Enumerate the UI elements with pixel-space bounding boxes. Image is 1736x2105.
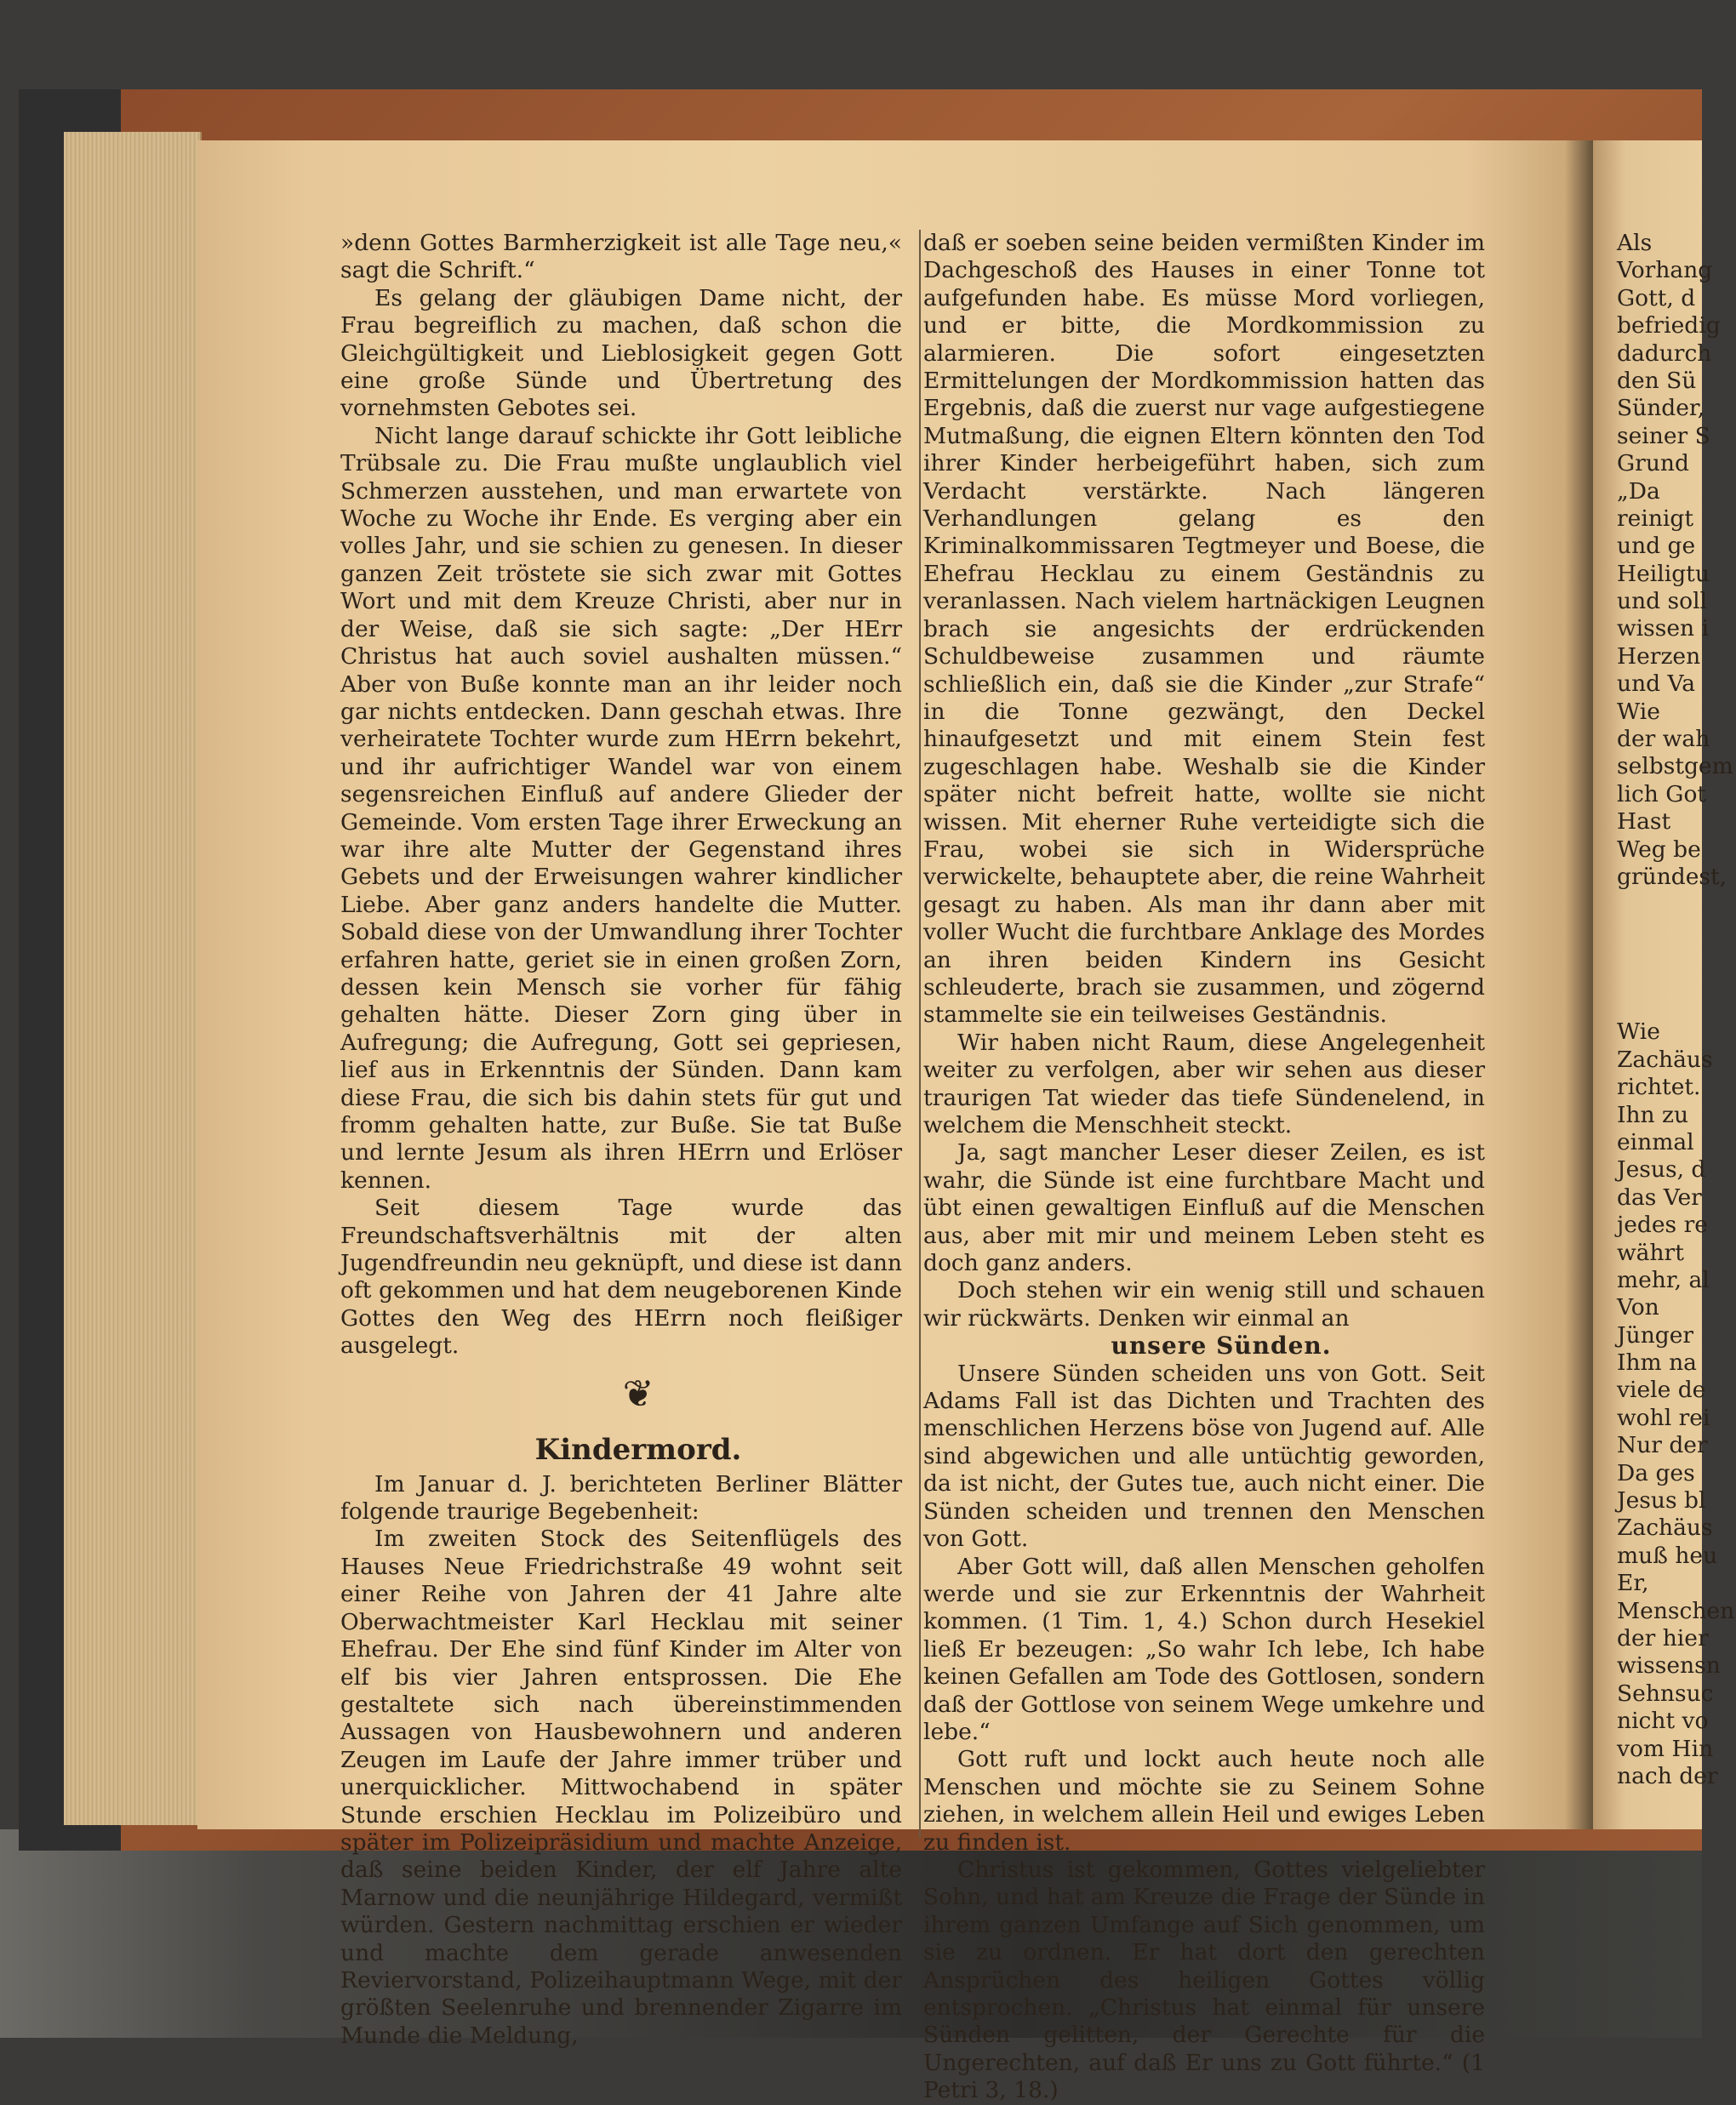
edge-gap xyxy=(1617,891,1736,1018)
edge-line: Grund xyxy=(1617,450,1689,477)
column-divider xyxy=(919,230,921,1838)
edge-line: viele de xyxy=(1617,1377,1706,1404)
edge-line: befriedig xyxy=(1617,312,1721,339)
paragraph: Doch stehen wir ein wenig still und schauen wir rückwärts. Denken wir einmal an xyxy=(923,1277,1485,1332)
ornament-icon: ❦ xyxy=(622,1372,654,1416)
edge-line: Wie xyxy=(1617,1018,1660,1046)
paragraph: Seit diesem Tage wurde das Freundschaftsverhältnis mit der alten Jugendfreundin neu geknüpft, und diese ist dann oft gekommen und hat dem neugeborenen Kinde Gottes den Weg des HErrn noch fleißiger ausgelegt. xyxy=(340,1195,902,1360)
edge-line: dadurch xyxy=(1617,339,1712,367)
edge-line: Ihn zu xyxy=(1617,1101,1689,1128)
edge-line: Vorhang xyxy=(1617,257,1713,284)
edge-line: richtet. xyxy=(1617,1074,1701,1101)
edge-line: Von xyxy=(1617,1294,1659,1321)
edge-line: Er, xyxy=(1617,1570,1649,1597)
edge-line: Wie xyxy=(1617,698,1660,725)
edge-line: Hast xyxy=(1617,808,1671,836)
article-heading: Kindermord. xyxy=(534,1432,742,1467)
paragraph: Gott ruft und lockt auch heute noch alle Menschen und möchte sie zu Seinem Sohne ziehen, in welchem allein Heil und ewiges Leben zu finden ist. xyxy=(923,1746,1485,1856)
edge-line: und Va xyxy=(1617,670,1696,698)
edge-line: Jünger xyxy=(1617,1321,1694,1349)
edge-line: lich Got xyxy=(1617,780,1707,807)
edge-line: das Ver xyxy=(1617,1184,1702,1211)
edge-line: Menschen xyxy=(1617,1597,1735,1624)
edge-line: Gott, d xyxy=(1617,284,1696,311)
paragraph: Christus ist gekommen, Gottes vielgeliebter Sohn, und hat am Kreuze die Frage der Sünde in ihrem ganzen Umfange auf Sich genommen, um sie zu ordnen. Er hat dort den gerechten Ansprüchen des heiligen Gottes völlig entsprochen. „Christus hat einmal für unsere Sünden gelitten, der Gerechte für die Ungerechten, auf daß Er uns zu Gott führte.“ (1 Petri 3, 18.) xyxy=(923,1856,1485,2104)
edge-line: Zachäus xyxy=(1617,1515,1713,1542)
edge-line: wohl rei xyxy=(1617,1404,1710,1431)
edge-line: muß heu xyxy=(1617,1542,1718,1569)
edge-line: Ihm na xyxy=(1617,1349,1697,1377)
edge-line: Zachäus xyxy=(1617,1046,1713,1073)
edge-line: Sünder, xyxy=(1617,395,1705,422)
edge-line: und soll xyxy=(1617,588,1708,615)
edge-line: wissensn xyxy=(1617,1652,1721,1680)
paragraph: Im zweiten Stock des Seitenflügels des Hauses Neue Friedrichstraße 49 wohnt seit einer Reihe von Jahren der 41 Jahre alte Oberwachtmeister Karl Hecklau mit seiner Ehefrau. Der Ehe sind fünf Kinder im Alter von elf bis vier Jahren entsprossen. Die Ehe gestaltete sich nach übereinstimmenden Aussagen von Hausbewohnern und anderen Zeugen im Laufe der Jahre immer trüber und unerquicklicher. Mittwochabend in später Stunde erschien Hecklau im Polizeibüro und später im Polizeipräsidium und machte Anzeige, daß seine beiden Kinder, der elf Jahre alte Marnow und die neunjährige Hildegard, vermißt würden. Gestern nachmittag erschien er wieder und machte dem gerade anwesenden Reviervorstand, Polizeihauptmann Wege, mit der größten Seelenruhe und brennender Zigarre im Munde die Meldung, xyxy=(340,1526,902,2049)
paragraph: Aber Gott will, daß allen Menschen geholfen werde und sie zur Erkenntnis der Wahrheit kommen. (1 Tim. 1, 4.) Schon durch Hesekiel ließ Er bezeugen: „So wahr Ich lebe, Ich habe keinen Gefallen am Tode des Gottlosen, sondern daß der Gottlose von seinem Wege umkehre und lebe.“ xyxy=(923,1553,1485,1745)
edge-line: nach der xyxy=(1617,1762,1718,1789)
paragraph: Unsere Sünden scheiden uns von Gott. Seit Adams Fall ist das Dichten und Trachten des menschlichen Herzens böse von Jugend auf. Alle sind abgewichen und alle untüchtig geworden, da ist nicht, der Gutes tue, auch nicht einer. Die Sünden scheiden und trennen den Menschen von Gott. xyxy=(923,1360,1485,1553)
paragraph: Wir haben nicht Raum, diese Angelegenheit weiter zu verfolgen, aber wir sehen aus dieser traurigen Tat wieder das tiefe Sündenelend, in welchem die Menschheit steckt. xyxy=(923,1029,1485,1138)
edge-line: wissen i xyxy=(1617,615,1710,642)
edge-line: und ge xyxy=(1617,533,1696,560)
edge-line: reinigt xyxy=(1617,505,1693,532)
paragraph: Im Januar d. J. berichteten Berliner Blätter folgende traurige Begebenheit: xyxy=(340,1470,902,1526)
edge-line: seiner S xyxy=(1617,422,1710,449)
edge-line: Als xyxy=(1617,230,1653,256)
edge-line: der wah xyxy=(1617,726,1710,753)
paragraph: Ja, sagt mancher Leser dieser Zeilen, es ist wahr, die Sünde ist eine furchtbare Macht und übt einen gewaltigen Einfluß auf die Menschen aus, aber mit mir und meinem Leben steht es doch ganz anders. xyxy=(923,1139,1485,1277)
edge-line: den Sü xyxy=(1617,367,1697,394)
edge-line: Herzen xyxy=(1617,642,1701,670)
paragraph: »denn Gottes Barmherzigkeit ist alle Tage neu,« sagt die Schrift.“ xyxy=(340,230,902,284)
edge-line: einmal xyxy=(1617,1128,1694,1155)
right-column xyxy=(923,230,1485,2105)
section-subheading: unsere Sünden. xyxy=(1111,1332,1332,1361)
edge-line: Jesus, d xyxy=(1617,1156,1706,1184)
edge-line: Da ges xyxy=(1617,1459,1695,1486)
paragraph: daß er soeben seine beiden vermißten Kinder im Dachgeschoß des Hauses in einer Tonne tot aufgefunden habe. Es müsse Mord vorliegen, und er bitte, die Mordkommission zu alarmieren. Die sofort eingesetzten Ermittelungen der Mordkommission hatten das Ergebnis, daß die zuerst nur vage aufgestiegene Mutmaßung, die eignen Eltern könnten den Tod ihrer Kinder herbeigeführt haben, sich zum Verdacht verstärkte. Nach längeren Verhandlungen gelang es den Kriminalkommissaren Tegtmeyer und Boese, die Ehefrau Hecklau zu einem Geständnis zu veranlassen. Nach vielem hartnäckigen Leugnen brach sie angesichts der erdrückenden Schuldbeweise zusammen und räumte schließlich ein, daß sie die Kinder „zur Strafe“ in die Tonne gezwängt, den Deckel hinaufgesetzt und mit einem Stein fest zugeschlagen habe. Weshalb sie die Kinder später nicht befreit hatte, wollte sie nicht wissen. Mit eherner Ruhe verteidigte sich die Frau, wobei sie sich in Widersprüche verwickelte, behauptete aber, die reine Wahrheit gesagt zu haben. Als man ihr dann aber mit voller Wucht die furchtbare Anklage des Mordes an ihren beiden Kindern ins Gesicht schleuderte, brach sie zusammen, und zögernd stammelte sie ein teilweises Geständnis. xyxy=(923,230,1485,1029)
left-column xyxy=(340,230,902,2050)
edge-line: Jesus bl xyxy=(1617,1487,1706,1515)
edge-line: Sehnsuc xyxy=(1617,1680,1714,1707)
edge-line: währt xyxy=(1617,1239,1684,1266)
edge-line: jedes re xyxy=(1617,1212,1708,1239)
edge-line: Heiligtu xyxy=(1617,560,1710,587)
edge-line: nicht vo xyxy=(1617,1708,1709,1735)
paragraph: Nicht lange darauf schickte ihr Gott leibliche Trübsale zu. Die Frau mußte unglaublich viel Schmerzen ausstehen, und man erwartete von Woche zu Woche ihr Ende. Es verging aber ein volles Jahr, und sie schien zu genesen. In dieser ganzen Zeit tröstete sie sich zwar mit Gottes Wort und mit dem Kreuze Christi, aber nur in der Weise, daß sie sich sagte: „Der HErr Christus hat auch soviel aushalten müssen.“ Aber von Buße konnte man an ihr leider noch gar nichts entdecken. Dann geschah etwas. Ihre verheiratete Tochter wurde zum HErrn bekehrt, und ihr aufrichtiger Wandel war von einem segensreichen Einfluß auf andere Glieder der Gemeinde. Vom ersten Tage ihrer Erweckung an war ihre alte Mutter der Gegenstand ihres Gebets und der Erweisungen wahrer kindlicher Liebe. Aber ganz anders handelte die Mutter. Sobald diese von der Umwandlung ihrer Tochter erfahren hatte, geriet sie in einen großen Zorn, dessen kein Mensch sie vorher für fähig gehalten hätte. Dieser Zorn ging über in Aufregung; die Aufregung, Gott sei gepriesen, lief aus in Erkenntnis der Sünden. Dann kam diese Frau, die sich bis dahin stets für gut und fromm gehalten hatte, zur Buße. Sie tat Buße und lernte Jesum als ihren HErrn und Erlöser kennen. xyxy=(340,422,902,1194)
edge-line: selbstgem xyxy=(1617,753,1733,780)
edge-line: der hier xyxy=(1617,1624,1709,1651)
paragraph: Es gelang der gläubigen Dame nicht, der Frau begreiflich zu machen, daß schon die Gleichgültigkeit und Lieblosigkeit gegen Gott eine große Sünde und Übertretung des vornehmsten Gebotes sei. xyxy=(340,284,902,422)
edge-line: Nur der xyxy=(1617,1432,1708,1459)
edge-line: „Da xyxy=(1617,477,1660,505)
next-page-edge-text xyxy=(1617,230,1736,1790)
edge-line: vom Hin xyxy=(1617,1735,1714,1762)
edge-line: gründest, xyxy=(1617,863,1727,890)
edge-line: mehr, al xyxy=(1617,1266,1710,1293)
page-edges xyxy=(64,132,202,1825)
edge-line: Weg be xyxy=(1617,836,1701,863)
